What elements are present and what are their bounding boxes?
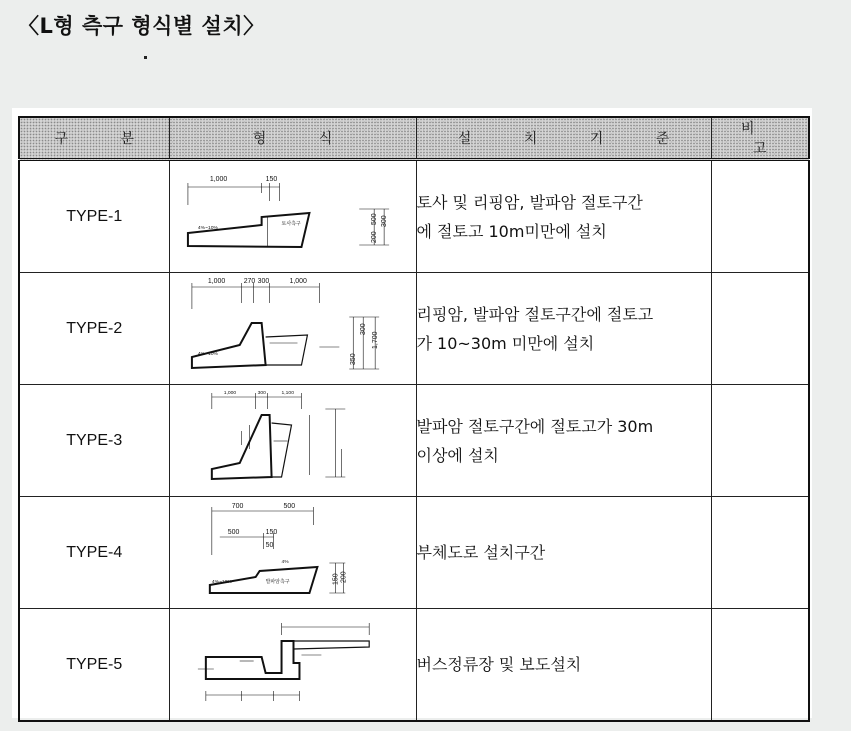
svg-text:700: 700 [231,502,243,511]
type-label: TYPE-1 [19,160,169,273]
header-remarks: 비 고 [711,117,809,160]
criteria-cell [416,385,711,497]
type-1-drawing [169,160,416,273]
svg-text:270: 270 [243,277,255,286]
criteria-line: 가 10~30m 미만에 설치 [416,333,595,353]
header-form: 형 식 [169,117,416,160]
criteria-line: 이상에 설치 [416,445,499,465]
svg-text:50: 50 [265,541,273,550]
svg-text:토사측구: 토사측구 [281,220,301,228]
type-3-drawing [169,385,416,497]
svg-text:300: 300 [257,389,266,397]
svg-text:4%~10%: 4%~10% [197,350,218,358]
svg-text:300: 300 [257,277,269,286]
svg-text:1,000: 1,000 [209,175,227,184]
page-title: 〈L형 측구 형식별 설치〉 [18,14,265,38]
svg-text:4%~10%: 4%~10% [197,224,218,232]
svg-text:500: 500 [227,528,239,537]
criteria-line: 부체도로 설치구간 [416,543,546,562]
header-category: 구 분 [19,117,169,160]
type-2-cross-section [170,273,416,384]
remarks-cell [711,160,809,273]
remarks-cell [711,385,809,497]
table-row [19,273,809,385]
type-label: TYPE-4 [19,497,169,609]
svg-text:200: 200 [370,231,378,244]
type-4-drawing [169,497,416,609]
svg-text:4%: 4% [281,558,289,566]
svg-text:500: 500 [370,213,378,226]
svg-text:1,100: 1,100 [281,389,294,397]
type-3-cross-section [170,385,416,496]
svg-text:200: 200 [339,571,347,583]
criteria-cell [416,160,711,273]
svg-text:500: 500 [283,502,295,511]
table-row [19,609,809,722]
header-criteria: 설 치 기 준 [416,117,711,160]
criteria-cell [416,497,711,609]
svg-text:350: 350 [349,353,357,365]
type-label: TYPE-2 [19,273,169,385]
svg-text:150: 150 [265,175,277,184]
stray-dot [144,56,147,59]
criteria-cell [416,609,711,722]
type-label: TYPE-3 [19,385,169,497]
remarks-cell [711,609,809,722]
svg-text:300: 300 [380,215,388,227]
svg-text:150: 150 [331,573,339,585]
svg-text:300: 300 [359,323,367,335]
type-1-cross-section [170,161,416,272]
table-row [19,385,809,497]
scanned-table-sheet [12,108,812,718]
svg-text:발파암측구: 발파암측구 [265,578,290,586]
type-2-drawing [169,273,416,385]
type-5-cross-section [170,609,416,720]
table-row [19,160,809,273]
svg-text:4%~10%: 4%~10% [211,578,232,586]
svg-text:1,000: 1,000 [207,277,225,286]
criteria-line: 토사 및 리핑암, 발파암 절토구간 [416,192,643,212]
remarks-cell [711,497,809,609]
installation-table [18,116,810,722]
criteria-line: 버스정류장 및 보도설치 [416,655,582,674]
svg-text:1,700: 1,700 [371,331,379,349]
header-row [19,117,809,160]
svg-text:1,000: 1,000 [289,277,307,286]
table-row [19,497,809,609]
criteria-cell [416,273,711,385]
criteria-line: 리핑암, 발파암 절토구간에 절토고 [416,304,654,324]
criteria-line: 발파암 절토구간에 절토고가 30m [416,416,654,436]
type-4-cross-section [170,497,416,608]
remarks-cell [711,273,809,385]
svg-text:150: 150 [265,528,277,537]
type-5-drawing [169,609,416,722]
type-label: TYPE-5 [19,609,169,722]
svg-text:1,000: 1,000 [223,389,236,397]
criteria-line: 에 절토고 10m미만에 설치 [416,221,607,241]
